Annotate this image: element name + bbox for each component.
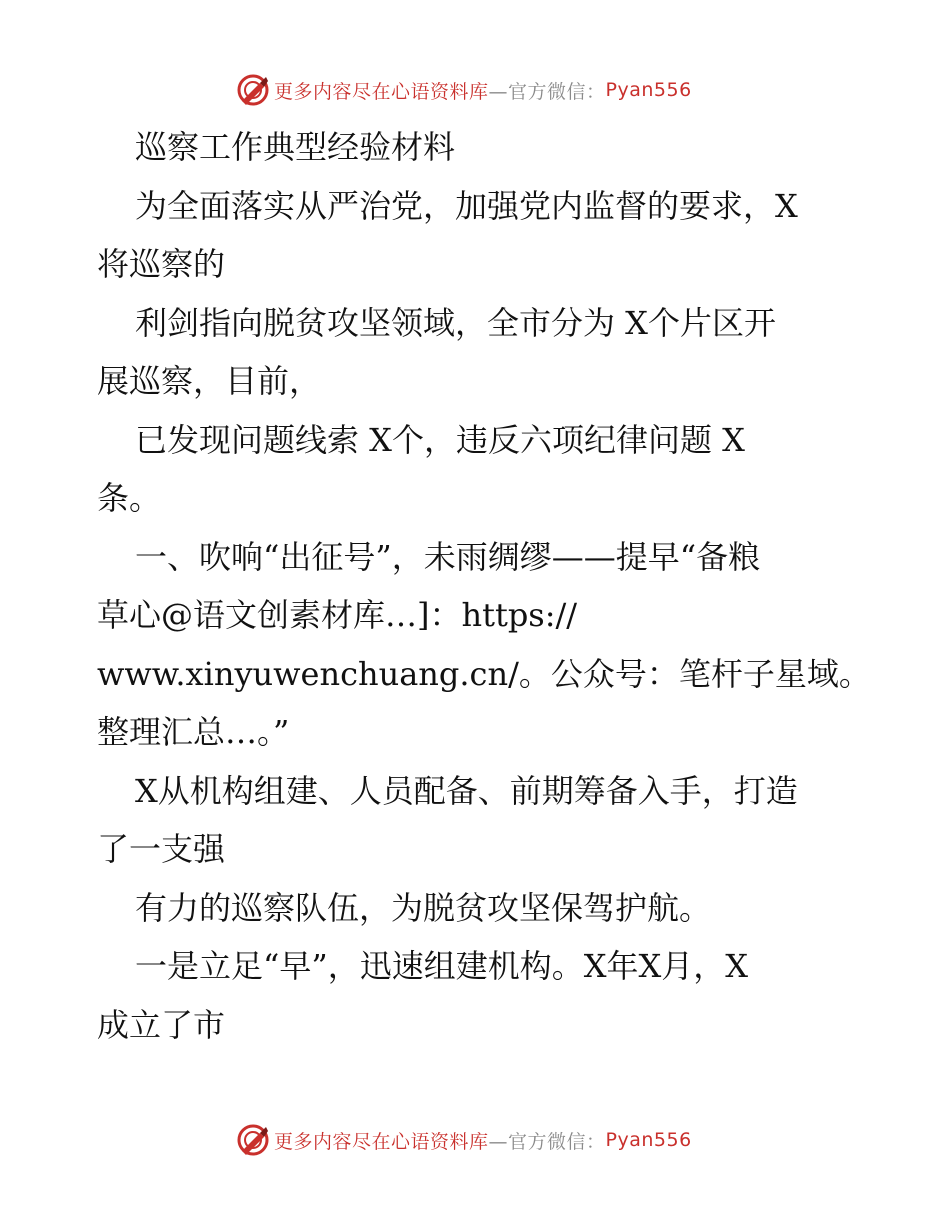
- text-line: X从机构组建、人员配备、前期筹备入手，打造: [135, 771, 798, 810]
- text-line: 整理汇总…。”: [97, 713, 290, 751]
- text-line: 利剑指向脱贫攻坚领域，全市分为 X个片区开: [135, 303, 776, 342]
- footer-banner-main: 更多内容尽在心语资料库: [274, 1130, 489, 1153]
- text-line: 为全面落实从严治党，加强党内监督的要求，X: [135, 186, 798, 225]
- header-banner-main: 更多内容尽在心语资料库: [274, 80, 489, 103]
- footer-banner: [236, 1122, 692, 1158]
- text-line: 将巡察的: [97, 245, 226, 283]
- text-line: 成立了市: [97, 1005, 226, 1044]
- text-line: 了一支强: [97, 830, 226, 868]
- text-line: 展巡察，目前，: [97, 362, 322, 400]
- text-line: 草心@语文创素材库…]：https://: [97, 596, 578, 634]
- header-banner-sub: —官方微信：: [488, 80, 606, 103]
- body-text: [97, 118, 877, 1054]
- text-line: 有力的巡察队伍，为脱贫攻坚保驾护航。: [135, 888, 712, 927]
- text-line: 已发现问题线索 X个，违反六项纪律问题 X: [135, 420, 745, 459]
- text-line: 一是立足“早”，迅速组建机构。X年X月，X: [135, 947, 749, 985]
- footer-banner-id: Pyan556: [605, 1129, 692, 1151]
- footer-banner-sub: —官方微信：: [488, 1130, 606, 1153]
- header-banner-id: Pyan556: [605, 79, 692, 101]
- pen-logo-icon: [236, 1123, 270, 1157]
- pen-logo-icon: [236, 73, 270, 107]
- section-heading: 一、吹响“出征号”，未雨绸缪——提早“备粮: [135, 537, 761, 576]
- header-banner: [236, 72, 692, 108]
- text-line: www.xinyuwenchuang.cn/。公众号：笔杆子星域。: [97, 654, 871, 693]
- text-line: 条。: [97, 479, 162, 517]
- doc-title: 巡察工作典型经验材料: [135, 128, 456, 166]
